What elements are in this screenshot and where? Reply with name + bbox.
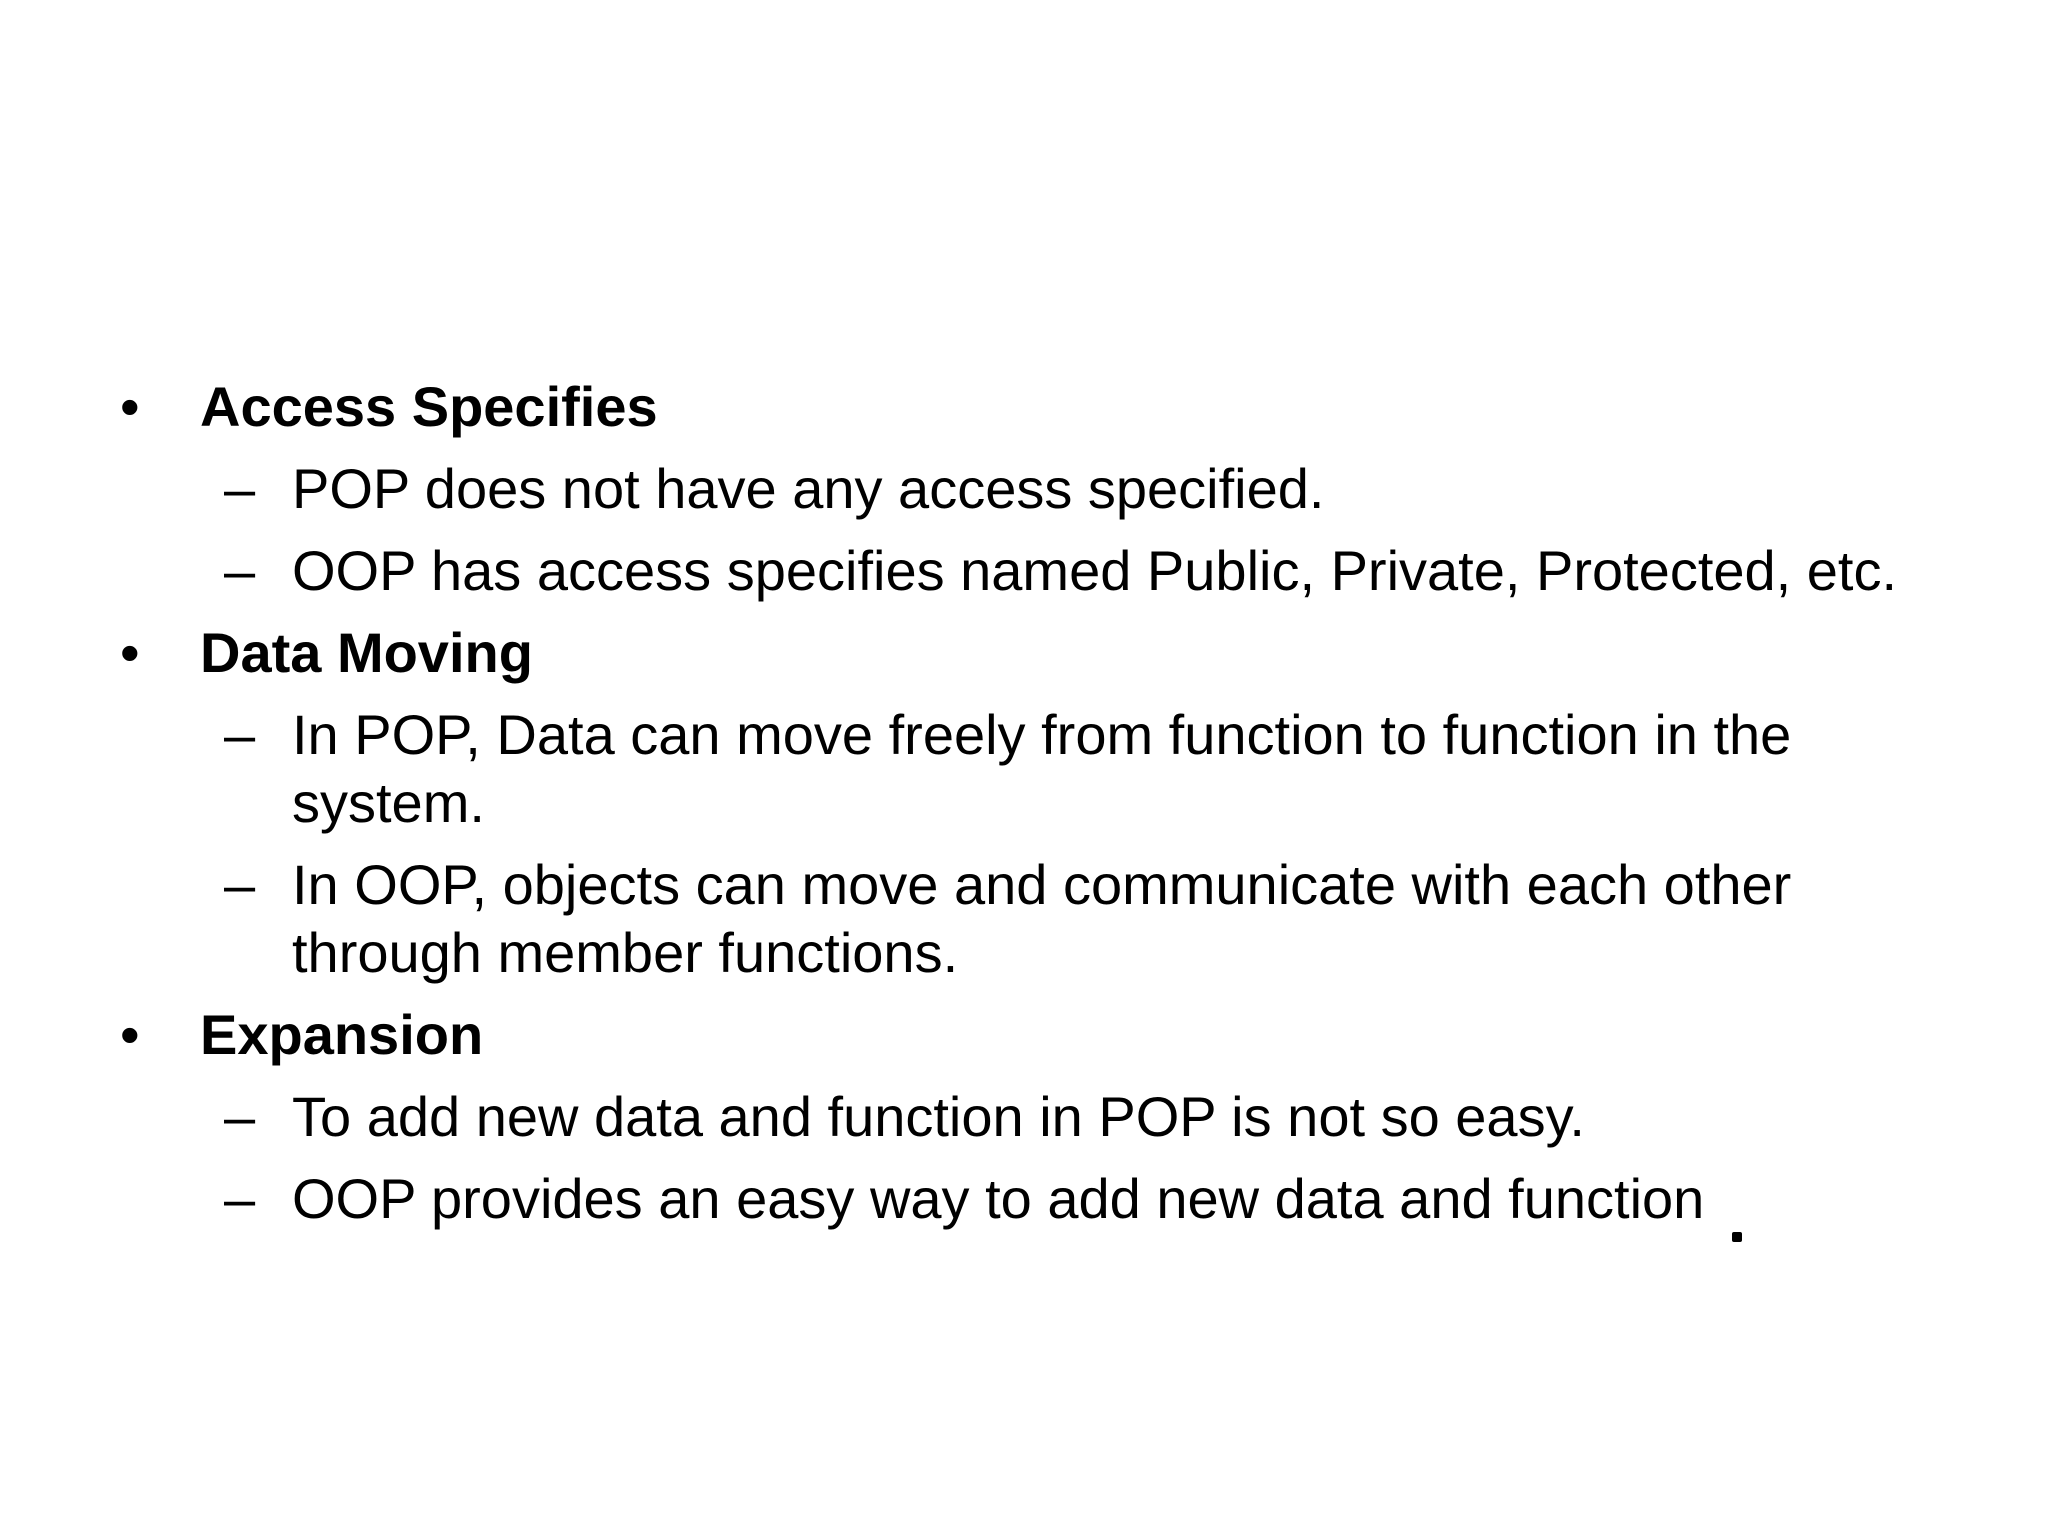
section-heading: Expansion — [200, 1003, 484, 1066]
section-heading: Access Specifies — [200, 375, 658, 438]
section-data-moving — [120, 612, 2000, 994]
dash-icon: – — [224, 703, 256, 766]
sub-item-text: In OOP, objects can move and communicate with each other through member functions. — [292, 853, 1792, 984]
sub-list — [120, 448, 2000, 612]
dash-icon: – — [224, 1167, 256, 1230]
sub-item — [120, 694, 1942, 844]
sub-item — [120, 1158, 1942, 1240]
bullet-icon: • — [120, 1003, 140, 1066]
bullet-icon: • — [120, 621, 140, 684]
dash-icon: – — [224, 457, 256, 520]
sub-item-text: In POP, Data can move freely from function to function in the system. — [292, 703, 1792, 834]
dash-icon: – — [224, 539, 256, 602]
sub-item — [120, 448, 1942, 530]
sub-item-text: OOP has access specifies named Public, Private, Protected, etc. — [292, 539, 1898, 602]
dash-icon: – — [224, 1085, 256, 1148]
section-heading: Data Moving — [200, 621, 533, 684]
section-access-specifies — [120, 366, 2000, 612]
sub-item — [120, 844, 1942, 994]
bullet-list — [120, 366, 2000, 1240]
heading-row — [120, 612, 2000, 694]
sub-list — [120, 694, 2000, 994]
heading-row — [120, 994, 2000, 1076]
dash-icon: – — [224, 853, 256, 916]
period-dot-icon — [1732, 1232, 1742, 1242]
heading-row — [120, 366, 2000, 448]
sub-item-text: POP does not have any access specified. — [292, 457, 1325, 520]
sub-item — [120, 530, 1942, 612]
section-expansion — [120, 994, 2000, 1240]
sub-item — [120, 1076, 1942, 1158]
sub-item-text: To add new data and function in POP is not so easy. — [292, 1085, 1585, 1148]
sub-item-text: OOP provides an easy way to add new data and function — [292, 1167, 1705, 1230]
bullet-icon: • — [120, 375, 140, 438]
sub-list — [120, 1076, 2000, 1240]
